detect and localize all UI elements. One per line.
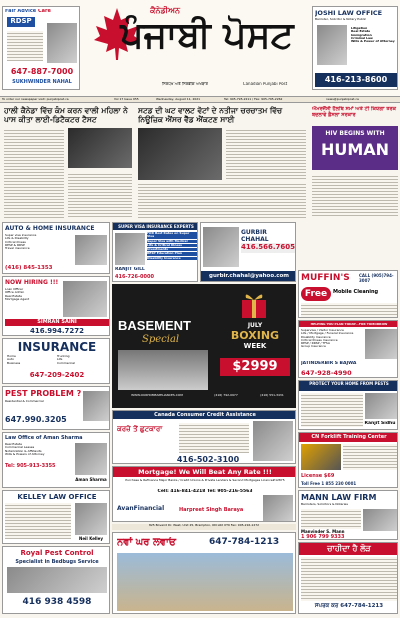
boxing-week: WEEK	[243, 342, 267, 350]
hiring-item: Office Admin	[5, 290, 25, 295]
service-item: Wills & Power of Attorney	[351, 39, 395, 44]
joshi-law-ad[interactable]	[312, 6, 398, 90]
basement-special: Special	[142, 334, 180, 345]
helping-phone: 647-928-4990	[301, 369, 352, 377]
mann-sub: Barristers, Solicitors & Notaries	[301, 503, 348, 506]
auto-items	[5, 234, 65, 250]
credit-text	[179, 423, 249, 453]
pest-photo	[83, 391, 109, 421]
article-2-photo	[138, 128, 222, 180]
dateline	[0, 96, 400, 103]
muffins-ad[interactable]	[298, 270, 398, 318]
mortgage-photo	[263, 495, 293, 521]
royal-phone: 416 938 4598	[22, 597, 92, 607]
insurance-title: INSURANCE	[17, 340, 97, 354]
muffins-free-2: Mobile Cleaning	[333, 289, 379, 295]
helping-item: Disability Insurance	[301, 334, 331, 339]
muffins-title: MUFFIN'S	[301, 273, 350, 283]
helping-name: JATINDERBIR S BAJWA	[301, 361, 357, 366]
mortgage-line-2: Cell: 416-841-4218 Tel: 905-216-5563	[157, 489, 253, 494]
dateline-phone: Tel: 905-795-2211 / Fax: 905-795-2262	[224, 98, 283, 101]
cn-forklift-ad[interactable]	[298, 432, 398, 488]
insurance-item: Commercial	[57, 360, 75, 365]
insurance-item: Auto	[7, 357, 14, 362]
aman-title: Law Office of Aman Sharma	[5, 435, 83, 441]
joshi-services	[351, 27, 397, 43]
ranjit-name: RANJIT GILL	[115, 267, 145, 272]
hiring-photo	[63, 281, 107, 317]
muffins-text	[301, 303, 397, 317]
helping-title: HELPING YOU PLAN TODAY...FOR TOMORROW	[299, 321, 398, 327]
auto-item: Travel insurance	[5, 246, 30, 251]
protect-pest-ad[interactable]	[298, 380, 398, 430]
gurbir-ad[interactable]	[200, 222, 296, 282]
helping-photo	[365, 329, 397, 359]
kelley-name: Neil Kelley	[79, 536, 103, 541]
supervisa-items	[147, 232, 197, 260]
muffins-sub: CALL (905)794-3007	[359, 273, 394, 283]
pest-title: PEST PROBLEM ?	[5, 389, 82, 398]
article-1-text	[4, 128, 64, 218]
fair-advice-name: SUKHWINDER NAHAL	[12, 79, 72, 85]
hiv-main: HUMAN	[320, 140, 390, 159]
auto-agent-photo	[75, 235, 107, 265]
auto-phone: (416) 845-1353	[5, 265, 53, 271]
gurbir-photo	[203, 227, 239, 267]
forklift-photo	[301, 444, 341, 470]
kelley-photo	[75, 503, 107, 535]
protect-photo	[365, 393, 397, 419]
kelley-title: KELLEY LAW OFFICE	[17, 493, 97, 501]
aman-item: Wills & Powers of Attorney	[5, 451, 45, 456]
rdsp-label: RDSP	[7, 17, 35, 27]
hiring-item: Loan Officer	[5, 288, 24, 291]
service-item: Litigation	[351, 27, 368, 30]
insurance-item: Trucking	[57, 355, 70, 358]
fair-advice-brand: Fair Advice	[5, 9, 37, 14]
aman-item: Notarization & Affidavits	[5, 448, 42, 453]
mortgage-title: Mortgage! We Will Beat Any Rate !!!	[113, 467, 296, 477]
basement-price: $2999	[220, 358, 290, 376]
hiring-item: Real Estate	[5, 293, 22, 298]
credit-punjabi: ਕਰਜ਼ੇ ਤੋਂ ਛੁਟਕਾਰਾ	[117, 425, 163, 433]
fair-advice-phone: 647-887-7000	[10, 67, 74, 76]
ad-bullets	[7, 31, 43, 61]
mann-title: MANN LAW FIRM	[301, 493, 377, 502]
muffins-free: Free	[301, 287, 331, 301]
insurance-item: Home	[7, 355, 16, 358]
service-item: Criminal Law	[351, 35, 373, 40]
wanted-phone: ਸੰਪਰਕ ਕਰੋ 647-784-1213	[314, 603, 384, 609]
cn-license: License $69	[301, 473, 335, 479]
joshi-phone: 416-213-8600	[315, 73, 397, 87]
dateline-date: Wednesday, August 11, 2021	[156, 98, 201, 101]
hiring-items	[5, 288, 55, 301]
helping-ad[interactable]	[298, 320, 398, 378]
appliance-image	[118, 350, 208, 390]
pest-problem-ad[interactable]	[2, 386, 110, 430]
article-2-text	[226, 128, 306, 180]
auto-item: RESP & RRSP	[5, 242, 25, 247]
aman-phone: Tel: 905-913-3355	[5, 463, 56, 469]
nawa-ghar-ad[interactable]	[112, 532, 296, 614]
aman-item: Real Estate	[5, 443, 22, 446]
mann-photo	[363, 509, 397, 531]
supervisa-title: SUPER VISA INSURANCE EXPERTS	[113, 223, 198, 230]
insurance-items	[7, 355, 57, 365]
aman-items	[5, 443, 71, 456]
gift-icon	[234, 290, 274, 320]
credit-title: Canada Consumer Credit Assistance	[113, 411, 296, 419]
helping-item: Life / Mortgage / Funeral Insurance	[301, 331, 354, 336]
article-3-text	[312, 174, 398, 218]
boxing-word: BOXING	[230, 329, 280, 342]
mortgage-brand: AvanFinancial	[117, 505, 165, 512]
insurance-item: Life	[57, 357, 63, 362]
ranjit-photo	[115, 233, 145, 265]
dateline-vol: Vol 17 Issue 955	[114, 98, 139, 101]
aman-law-ad[interactable]	[2, 432, 110, 488]
supervisa-item: Super Visa with Medical	[147, 240, 197, 243]
service-item: Real Estate	[351, 29, 371, 34]
nawa-phone: 647-784-1213	[209, 537, 280, 547]
wanted-text	[301, 557, 397, 601]
mortgage-ad[interactable]	[112, 466, 296, 522]
boxing-july: JULY	[247, 322, 263, 329]
pest-phone: 647.990.3205	[5, 415, 67, 424]
masthead	[0, 0, 400, 96]
mortgage-name: Harpreet Singh Baraya	[179, 507, 244, 513]
basement-phone-2: (416) 551-3431	[260, 394, 284, 397]
protect-title: PROTECT YOUR HOME FROM PESTS	[299, 381, 398, 391]
basement-ad[interactable]	[112, 284, 296, 408]
nawa-title: ਨਵਾਂ ਘਰ ਲਵਾਓ	[117, 537, 176, 548]
insurance-phone: 647-209-2402	[29, 371, 85, 379]
basement-phone-1: (416) 792-0977	[214, 394, 238, 397]
kelley-law-ad[interactable]	[2, 490, 110, 544]
supervisa-item: Disability Insurance	[147, 257, 197, 260]
supervisa-item: FOR Best Rates on Super Visa	[147, 232, 197, 239]
pest-sub: Residential & Commercial	[5, 400, 44, 403]
supervisa-item: RESP Education Plan	[147, 252, 197, 255]
auto-title: AUTO & HOME INSURANCE	[5, 225, 95, 232]
hiv-ad[interactable]	[312, 126, 398, 170]
supervisa-ad[interactable]	[112, 222, 198, 282]
cn-phone: Toll Free 1 855 230 0001	[301, 481, 357, 486]
wanted-title: ਚਾਹੀਦਾ ਹੈ ਲੋੜ	[299, 543, 398, 555]
royal-sub: Specialist in Bedbugs Service	[15, 559, 99, 565]
royal-pest-ad[interactable]	[2, 546, 110, 614]
dateline-web: news@punjabipost.ca	[326, 98, 359, 101]
cn-text	[343, 444, 397, 470]
supervisa-item: Life & Critical Illness	[147, 244, 197, 247]
insurance-item: Business	[7, 360, 21, 365]
article-1-photo	[68, 128, 132, 168]
royal-photo	[7, 567, 107, 593]
headline-2[interactable]: ਸਟਡ ਦੀ ਘਟ ਵਾਲਟ ਵੋਟਾਂ ਦੇ ਨਤੀਜਾ ਚਰਚਾਤਮ ਵਿੱਚ ਨਿਊਜ਼ਿਕ ਐਂਸਰ ਵੈੱਡ ਐਂਕਟਣ ਸਾਈ	[138, 106, 283, 124]
masthead-tagline: ਨਿਰਪੱਖ ਅਤੇ ਨਿਰਭੀਕ ਅਖਬਾਰ	[162, 82, 208, 86]
gurbir-phone: 416.566.7605	[241, 243, 295, 251]
helping-item: Supervisa / Visitor Insurance	[301, 329, 344, 332]
credit-photo	[253, 421, 293, 461]
royal-title: Royal Pest Control	[20, 549, 94, 557]
article-2-text-2	[138, 182, 306, 218]
kelley-text	[5, 503, 71, 539]
now-hiring-ad[interactable]	[2, 276, 110, 336]
protect-text	[301, 393, 363, 427]
office-address: 825 Bovaird Dr. West, Unit 25, Brampton, ON L6X 0T9 Fax: 905-216-1272	[112, 524, 296, 530]
mann-law-ad[interactable]	[298, 490, 398, 540]
supervisa-item: Investments	[147, 248, 197, 251]
protect-name: Ranjit Sidhu	[364, 421, 396, 426]
ranjit-phone: 416-726-0000	[115, 274, 154, 280]
headline-1[interactable]: ਹਾਲੀ ਕੈਨੇਡਾ ਵਿੱਚ ਕੰਮ ਕਰਨ ਵਾਲੀ ਮਹਿਲਾ ਨੇ ਪਾਸ ਕੀਤਾ ਲਾਈ-ਡਿਟੈਕਟਰ ਟੈਸਟ	[4, 106, 128, 124]
service-item: Immigration	[351, 32, 372, 37]
cn-title: CN Forklift Training Center	[299, 433, 398, 442]
insurance-ad[interactable]	[2, 338, 110, 384]
helping-item: RESP / RRSP / TFSA	[301, 341, 330, 346]
hiring-title: NOW HIRING !!!	[5, 279, 59, 286]
gurbir-name: GURBIR CHAHAL	[241, 229, 269, 243]
basement-web: WWW.OURHOMEAPPLIANCES.COM	[131, 394, 183, 397]
fair-advice-ad[interactable]	[2, 6, 80, 90]
auto-insurance-ad[interactable]	[2, 222, 110, 274]
fair-advice-brand2: Care	[37, 9, 51, 14]
hiv-top: HIV BEGINS WITH	[325, 130, 385, 137]
aman-item: Commercial Leases	[5, 445, 35, 450]
hiring-phone: 416.994.7272	[29, 327, 85, 335]
mann-text	[301, 509, 361, 529]
masthead-subtitle: Canadian Punjabi Post	[242, 82, 288, 86]
masthead-title: ਪੰਜਾਬੀ ਪੋਸਟ	[120, 15, 294, 56]
masthead-prefix: ਕੈਨੇਡੀਅਨ	[150, 6, 180, 15]
mann-phone: 1 906 799 9333	[301, 534, 345, 540]
house-photo	[117, 553, 293, 611]
helping-items	[301, 329, 363, 349]
joshi-title: JOSHI LAW OFFICE	[315, 9, 383, 17]
agent-photo	[47, 23, 77, 63]
credit-phone: 416-502-3100	[176, 455, 240, 464]
joshi-sub: Barrister, Solicitor & Notary Public	[315, 18, 367, 21]
credit-ad[interactable]	[112, 410, 296, 464]
mortgage-line-1: Purchase & Refinance Major Banks / Credit Unions & Private Lenders & Second Mortgages Licence#12875	[125, 479, 285, 482]
auto-item: Critical illness	[5, 239, 26, 244]
aman-photo	[75, 443, 107, 475]
wanted-ad[interactable]	[298, 542, 398, 614]
hiring-name: SIMRAN SAINI	[5, 319, 109, 326]
auto-item: Super visa insurance	[5, 234, 37, 237]
gurbir-email: gurbir.chahal@yahoo.com	[201, 271, 296, 281]
insurance-items-2	[57, 355, 107, 365]
aman-name: Aman Sharma	[75, 477, 107, 482]
headline-3[interactable]: ਐਮਰਜੈਂਸੀ ਹੈਲਥਿ ਸਮਾਂ ਅਤੇ ਟੀ ਕਿਯੋਗਾ ਤਰਕ ਬਦਲਾਵੇ ਫ਼ੈਸਲਾ ਸਰਕਾਰ	[312, 106, 397, 118]
basement-title: BASEMENT	[118, 318, 191, 333]
article-1-text-2	[68, 172, 132, 218]
mann-name: Manvinder S. Mann	[301, 529, 345, 534]
helping-item: Critical Illness Insurance	[301, 337, 338, 342]
auto-item: Life & Disability	[5, 236, 29, 241]
helping-item: Group Insurance	[301, 344, 326, 349]
dateline-order: To order our newspaper visit: punjabipost.ca	[2, 98, 69, 101]
hiring-item: Mortgage Agent	[5, 296, 30, 301]
lawyer-photo	[317, 25, 347, 65]
